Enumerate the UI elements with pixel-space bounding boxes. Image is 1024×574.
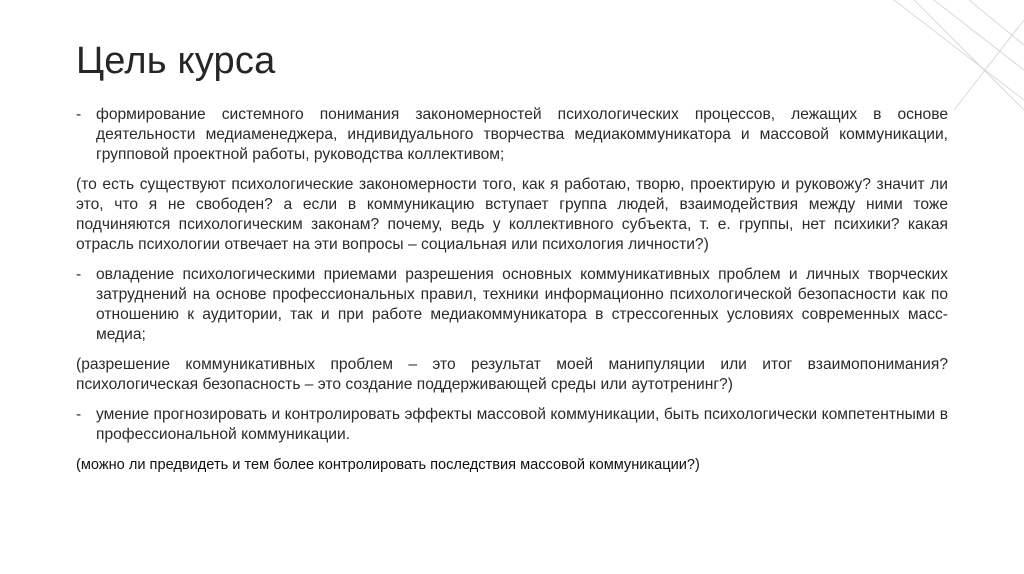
goal-item-3 (76, 405, 948, 445)
goal-note-1: (то есть существуют психологические закономерности того, как я работаю, творю, проектирую и руковожу? значит ли это, что я не свободен? а если в коммуникацию вступает группа людей, взаимодействия между ними тоже подчиняются психологическим законам? почему, ведь у коллективного субъекта, т. е. группы, нет психики? какая отрасль психологии отвечает на эти вопросы – социальная или психология личности?) (76, 176, 948, 253)
slide-title: Цель курса (76, 40, 276, 82)
dash-marker: - (76, 106, 82, 123)
slide-body (76, 105, 948, 475)
goal-item-2 (76, 265, 948, 345)
goal-item-1 (76, 105, 948, 165)
goal-note-3: (можно ли предвидеть и тем более контролировать последствия массовой коммуникации?) (76, 457, 700, 473)
goal-item-text: умение прогнозировать и контролировать эффекты массовой коммуникации, быть психологически компетентными в профессиональной коммуникации. (96, 406, 948, 443)
goal-item-text: формирование системного понимания закономерностей психологических процессов, лежащих в основе деятельности медиаменеджера, индивидуального творчества медиакоммуникатора и массовой коммуникации, групповой проектной работы, руководства коллективом; (96, 106, 948, 163)
dash-marker: - (76, 406, 82, 423)
goal-note-2: (разрешение коммуникативных проблем – это результат моей манипуляции или итог взаимопонимания? психологическая безопасность – это создание поддерживающей среды или аутотренинг?) (76, 356, 948, 393)
dash-marker: - (76, 266, 82, 283)
corner-decoration (874, 0, 1024, 110)
goal-item-text: овладение психологическими приемами разрешения основных коммуникативных проблем и личных творческих затруднений на основе профессиональных правил, техники информационно психологической безопасности как по отношению к аудитории, так и при работе медиакоммуникатора в стрессогенных условиях современных масс-медиа; (96, 266, 948, 343)
